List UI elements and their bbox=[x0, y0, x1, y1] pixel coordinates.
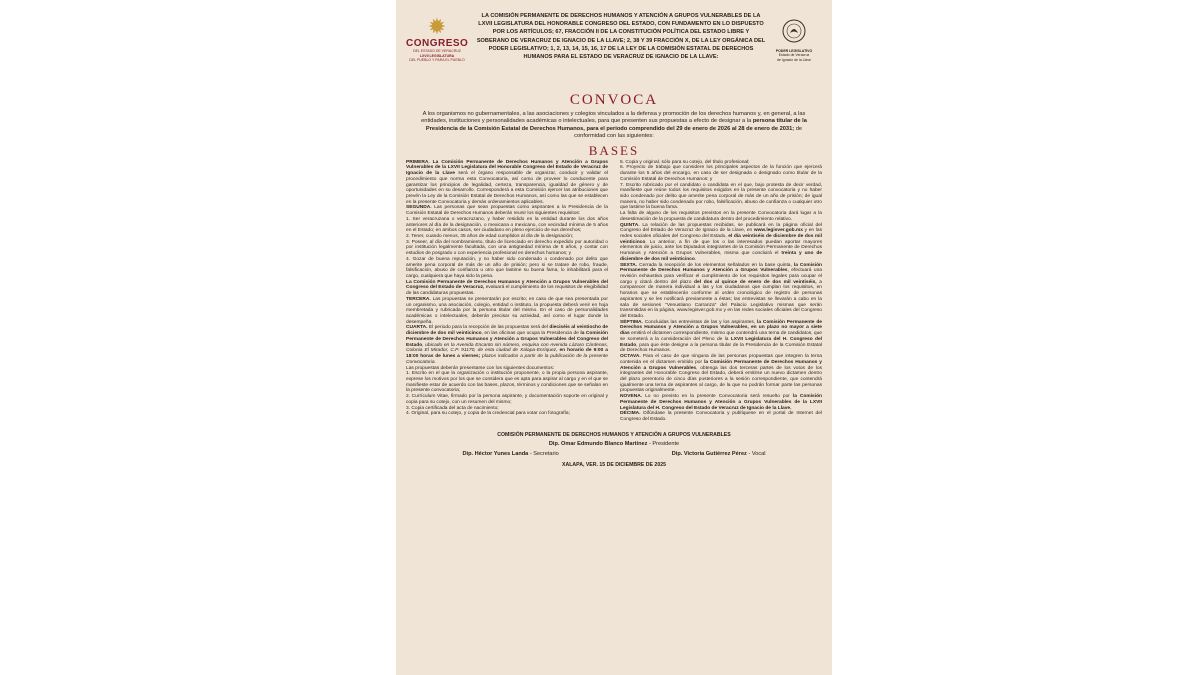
quinta-d: el día veintiséis de diciembre de dos mil veinticinco bbox=[620, 233, 822, 245]
documento-5: 5. Copia y original, sólo para su cotejo, del título profesional; bbox=[620, 159, 750, 165]
requisito-3: 3. Poseer, al día del nombramiento, título de licenciado en derecho expedido por autoridad o por institución legalmente facultada, con una antigüedad mínima de 5 años, y contar con estudios de posgrado o con experiencia profesional en derechos humanos; y bbox=[406, 239, 608, 257]
convoca-heading: CONVOCA bbox=[569, 92, 659, 108]
comision-evalua bbox=[406, 280, 608, 297]
header bbox=[406, 8, 822, 90]
logo-line2: LXVII LEGISLATURA bbox=[419, 53, 455, 58]
eagle-seal-icon bbox=[781, 18, 807, 44]
secretary-name: Dip. Héctor Yunes Landa bbox=[462, 450, 529, 457]
decima-text: Difúndase la presente Convocatoria y publíquese en el portal de Internet del Congreso del Estado. bbox=[620, 411, 822, 422]
quinta-a: La relación de las propuestas recibidas, se publicará en la página oficial del Congreso del Estado de Veracruz de Ignacio de la Llave, en bbox=[620, 222, 822, 234]
octava-b: la Comisión Permanente de Derechos Humanos y Atención a Grupos Vulnerables bbox=[620, 359, 823, 371]
sexta-e: a comparecer de manera individual a las y los ciudadanos que cumplan los requisitos, en horarios que se establecerán conforme al orden cronológico de registro de personas aspirantes y se les notificará previamente a éstas; las entrevistas se llevarán a cabo en la sala de sesiones "Venustiano Carranza" del Palacio Legislativo mismas que serán transmitidas en la página, www.legisver.gob.mx y en las redes sociales oficiales del Congreso del Estado. bbox=[620, 279, 822, 320]
quinta-g: . bbox=[694, 256, 697, 262]
documento-6: 6. Proyecto de trabajo que considere los principales aspectos de la función que ejercerá durante los 5 años del encargo, en caso de ser designada o designado como titular de la Comisión Estatal de Derechos Humanos; y bbox=[620, 165, 822, 182]
septima-b: la Comisión Permanente de Derechos Humanos y Atención a Grupos Vulnerables, en un plazo no mayor a siete días bbox=[620, 319, 822, 337]
segunda-text: Las personas que sean propuestas como aspirantes a la Presidencia de la Comisión Estatal de Derechos Humanos deberán reunir los siguientes requisitos: bbox=[406, 205, 608, 217]
convocatoria-document bbox=[396, 0, 832, 675]
base-septima bbox=[620, 320, 822, 354]
preamble-c: de conformidad con las siguientes: bbox=[574, 125, 803, 140]
base-novena bbox=[620, 394, 822, 411]
members-row bbox=[406, 449, 822, 459]
quinta-f: treinta y uno de diciembre de dos mil veinticinco bbox=[620, 251, 822, 262]
seal-caption-3: de Ignacio de la Llave bbox=[776, 57, 812, 62]
base-segunda bbox=[406, 205, 608, 216]
octava-c: , obtenga las dos terceras partes de los votos de los integrantes del Honorable Congreso del Estado, deberá emitirse un nuevo dictamen dentro del plazo perentorio de cinco días posteriores a la sesión correspondiente, que contendrá igualmente una terna de aspirantes al cargo, de la que no podrán formar parte las personas propuestas originalmente. bbox=[620, 365, 822, 394]
requisito-2: 2. Tener, cuando menos, 35 años de edad cumplidos al día de la designación; bbox=[406, 233, 574, 239]
comision-title: La Comisión Permanente de Derechos Humanos y Atención a Grupos Vulnerables del Congreso del Estado de Veracruz, bbox=[406, 279, 608, 291]
base-sexta bbox=[620, 263, 822, 320]
poder-legislativo-logo bbox=[766, 18, 822, 62]
documentos-intro: Las propuestas deberán presentarse con los siguientes documentos: bbox=[406, 365, 555, 371]
octava-title: OCTAVA. bbox=[620, 354, 641, 360]
novena-title: NOVENA. bbox=[620, 394, 643, 400]
base-cuarta bbox=[406, 325, 608, 365]
tercera-title: TERCERA. bbox=[406, 296, 431, 302]
tercera-text: Las propuestas se presentarán por escrito; en caso de que sea presentada por un organismo, una asociación, colegio, entidad o instituto, la propuesta deberá venir en hoja membretada y rubricada por la persona titular del mismo. En el caso de personalidades académicas o intelectuales, deberán precisar su actividad, así como el lugar donde la desempeña. bbox=[406, 296, 608, 325]
signatures bbox=[406, 431, 822, 471]
base-quinta bbox=[620, 223, 822, 263]
sexta-b: la Comisión Permanente de Derechos Humanos y Atención a Grupos Vulnerables bbox=[620, 262, 823, 274]
cuarta-g: plazos indicados a partir de la publicación de la presente Convocatoria. bbox=[406, 354, 608, 365]
sexta-d: del dos al quince de enero de dos mil veintiséis, bbox=[694, 279, 817, 285]
sunburst-icon: ✹ bbox=[427, 14, 447, 39]
sexta-c: , efectuará una revisión exhaustiva para verificar el cumplimiento de los requisitos legales para ocupar el cargo y citará dentro del plazo bbox=[620, 268, 822, 285]
cuarta-d: la Comisión Permanente de Derechos Humanos y Atención a Grupos Vulnerables del Congreso del Estado bbox=[406, 331, 608, 348]
place-date: XALAPA, VER. 15 DE DICIEMBRE DE 2025 bbox=[562, 461, 666, 468]
sexta-title: SEXTA. bbox=[620, 262, 638, 268]
novena-a: Lo no previsto en la presente Convocatoria será resuelto por bbox=[642, 394, 793, 400]
primera-text: será el órgano responsable de organizar, conducir y validar el procedimiento que norma esta Convocatoria, así como de proveer lo conducente para garantizar los principios de legalidad, certeza, transparencia, igualdad de género y de oportunidades en su desarrollo. Corresponderá a esta Comisión ejercer las atribuciones que prevén la Ley de la Comisión Estatal de Derechos Humanos, así como las que se establecen en la presente Convocatoria y demás ordenamientos aplicables. bbox=[406, 171, 608, 205]
intro-text: LA COMISIÓN PERMANENTE DE DERECHOS HUMANOS Y ATENCIÓN A GRUPOS VULNERABLES DE LA LXVII LEGISLATURA DEL HONORABLE CONGRESO DEL ESTADO, CON FUNDAMENTO EN LO DISPUESTO POR LOS ARTÍCULOS; 67, FRACCIÓN II DE LA CONSTITUCIÓN POLÍTICA DEL ESTADO LIBRE Y SOBERANO DE VERACRUZ DE IGNACIO DE LA LLAVE; 2, 38 Y 39 FRACCIÓN X, DE LA LEY ORGÁNICA DEL PODER LEGISLATIVO; 1, 2, 13, 14, 15, 16, 17 DE LA LEY DE LA COMISIÓN ESTATAL DE DERECHOS HUMANOS PARA EL ESTADO DE VERACRUZ DE IGNACIO DE LA LLAVE: bbox=[476, 13, 766, 61]
comision-text: evaluará el cumplimiento de los requisitos de elegibilidad de las candidaturas propuestas. bbox=[406, 285, 608, 297]
documento-1: 1. Escrito en el que la organización o institución proponente, o la propia persona aspirante, exprese los motivos por los que se considera que es apta para aspirar al cargo y en el que se manifieste estar de acuerdo con las bases, plazos, términos y condiciones que se señalan en la presente convocatoria; bbox=[406, 371, 608, 394]
logo-line1: DEL ESTADO DE VERACRUZ bbox=[413, 49, 461, 53]
septima-a: Concluidas las entrevistas de las y los aspirantes, bbox=[642, 319, 757, 325]
right-column bbox=[620, 160, 822, 423]
requisito-4: 4. Gozar de buena reputación, y no haber sido condenado o condenado por delito que amerite pena corporal de más de un año de prisión; pero si se tratare de robo, fraude, falsificación, abuso de confianza u otro que lastime su buena fama, lo inhabilitará para el cargo, cualquiera que haya sido la pena. bbox=[406, 256, 608, 279]
quinta-e: . Lo anterior, a fin de que los o las interesados puedan aportar mayores elementos de juicio, ante los Diputados integrantes de la Comisión Permanente de Derechos Humanos y Atención a Grupos Vulnerables, misma que concluirá el bbox=[620, 239, 822, 257]
seal-caption-1: PODER LEGISLATIVO bbox=[775, 49, 813, 53]
preamble-b: persona titular de la Presidencia de la Comisión Estatal de Derechos Humanos, para el periodo comprendido del 29 de enero de 2026 al 28 de enero de 2031; bbox=[425, 118, 807, 132]
bases-heading: BASES bbox=[588, 142, 640, 158]
commission-name: COMISIÓN PERMANENTE DE DERECHOS HUMANOS Y ATENCIÓN A GRUPOS VULNERABLES bbox=[497, 431, 731, 438]
base-octava bbox=[620, 354, 822, 394]
preamble bbox=[410, 111, 818, 141]
documento-3: 3. Copia certificada del acta de nacimiento; bbox=[406, 405, 499, 411]
quinta-title: QUINTA. bbox=[620, 222, 640, 228]
bases-columns bbox=[406, 160, 822, 423]
quinta-b: www.legisver.gob.mx bbox=[753, 228, 803, 234]
decima-title: DÉCIMA. bbox=[620, 411, 641, 417]
vocal-signature bbox=[672, 449, 766, 459]
falta-requisitos: La falta de alguno de los requisitos previstos en la presente Convocatoria dará lugar a la desestimación de la propuesta de candidatura dentro del procedimiento relativo. bbox=[620, 211, 822, 222]
septima-d: LXVII Legislatura del H. Congreso del Estado bbox=[620, 336, 822, 348]
cuarta-f: en horario de 9:00 a 18:00 horas de lunes a viernes; bbox=[406, 348, 608, 360]
cuarta-title: CUARTA. bbox=[406, 325, 428, 331]
cuarta-e: , ubicado en la Avenida Encanto sin número, esquina con Avenida Lázaro Cárdenas, Colonia El Mirador, C.P. 91170, de esta ciudad de Xalapa-Enríquez, bbox=[406, 342, 608, 354]
septima-title: SÉPTIMA. bbox=[620, 319, 643, 325]
cuarta-a: El periodo para la recepción de las propuestas será del bbox=[427, 325, 550, 331]
septima-c: emitirá el dictamen correspondiente, mismo que contendrá una terna de candidatos, que se someterá a la consideración del Pleno de la bbox=[620, 331, 822, 342]
left-column bbox=[406, 160, 608, 423]
quinta-c: y en las redes sociales oficiales del Congreso del Estado, bbox=[620, 228, 822, 239]
octava-a: Para el caso de que ninguna de las personas propuestas que integren la terna contenida en el dictamen emitido por bbox=[620, 354, 822, 365]
novena-b: la Comisión Permanente de Derechos Humanos y Atención a Grupos Vulnerables de la LXVII Legislatura del H. Congreso del Estado de Veracruz de Ignacio de la Llave. bbox=[620, 394, 823, 411]
primera-title: PRIMERA. La Comisión Permanente de Derechos Humanos y Atención a Grupos Vulnerables de la LXVII Legislatura del Honorable Congreso del Estado de Veracruz de Ignacio de la Llave bbox=[406, 159, 608, 177]
vocal-role: - Vocal bbox=[746, 450, 766, 457]
septima-e: , para que éste designe a la persona titular de la Presidencia de la Comisión Estatal de Derechos Humanos. bbox=[620, 342, 822, 354]
base-tercera bbox=[406, 297, 608, 326]
cuarta-c: , en las oficinas que ocupa la Presidencia de bbox=[481, 331, 581, 337]
vocal-name: Dip. Victoria Gutiérrez Pérez bbox=[671, 450, 747, 457]
seal-caption-2: Estado de Veracruz bbox=[778, 53, 810, 58]
preamble-a: A los organismos no gubernamentales, a las asociaciones y colegios vinculados a la defensa y promoción de los derechos humanos y, en general, a las entidades, instituciones y personalidades académicas o intelectuales, para que presenten sus propuestas a efecto de designar a la bbox=[421, 111, 806, 125]
cuarta-b: dieciséis al veintiocho de diciembre de dos mil veinticinco bbox=[406, 325, 608, 337]
sexta-a: Cerrada la recepción de los elementos señalados en la base quinta, bbox=[637, 262, 794, 268]
base-decima bbox=[620, 411, 822, 422]
congreso-logo bbox=[406, 16, 468, 63]
logo-line3: DEL PUEBLO Y PARA EL PUEBLO bbox=[409, 58, 465, 62]
segunda-title: SEGUNDA. bbox=[406, 205, 432, 211]
president-signature bbox=[406, 439, 822, 449]
base-primera bbox=[406, 160, 608, 206]
secretary-signature bbox=[462, 449, 558, 459]
requisito-1: 1. Ser veracruzana o veracruzano, y haber residido en la entidad durante los dos años anteriores al día de la designación, o mexicana o mexicano, con vecindad mínima de 5 años en el Estado; en ambos casos, ser ciudadano en pleno ejercicio de sus derechos; bbox=[406, 216, 608, 234]
secretary-role: - Secretario bbox=[528, 450, 559, 457]
president-role: - Presidente bbox=[647, 440, 680, 447]
documento-7: 7. Escrito rubricado por el candidato o candidata en el que, bajo protesta de decir verdad, manifieste que reúne todos los requisitos exigidos en la presente convocatoria y no haber sido condenado por delito que amerite pena corporal de más de un año de prisión; de igual manera, no haber sido condenado por robo, falsificación, abuso de confianza o cualquier otro que lastime la buena fama. bbox=[620, 182, 822, 211]
logo-brand: CONGRESO bbox=[406, 38, 469, 49]
documento-2: 2. Currículum Vitae, firmado por la persona aspirante, y documentación soporte en original y copia para su cotejo, con un resumen del mismo; bbox=[406, 394, 608, 405]
documento-4: 4. Original, para su cotejo, y copia de la credencial para votar con fotografía; bbox=[406, 411, 570, 417]
president-name: Dip. Omar Edmundo Blanco Martínez bbox=[548, 440, 648, 447]
